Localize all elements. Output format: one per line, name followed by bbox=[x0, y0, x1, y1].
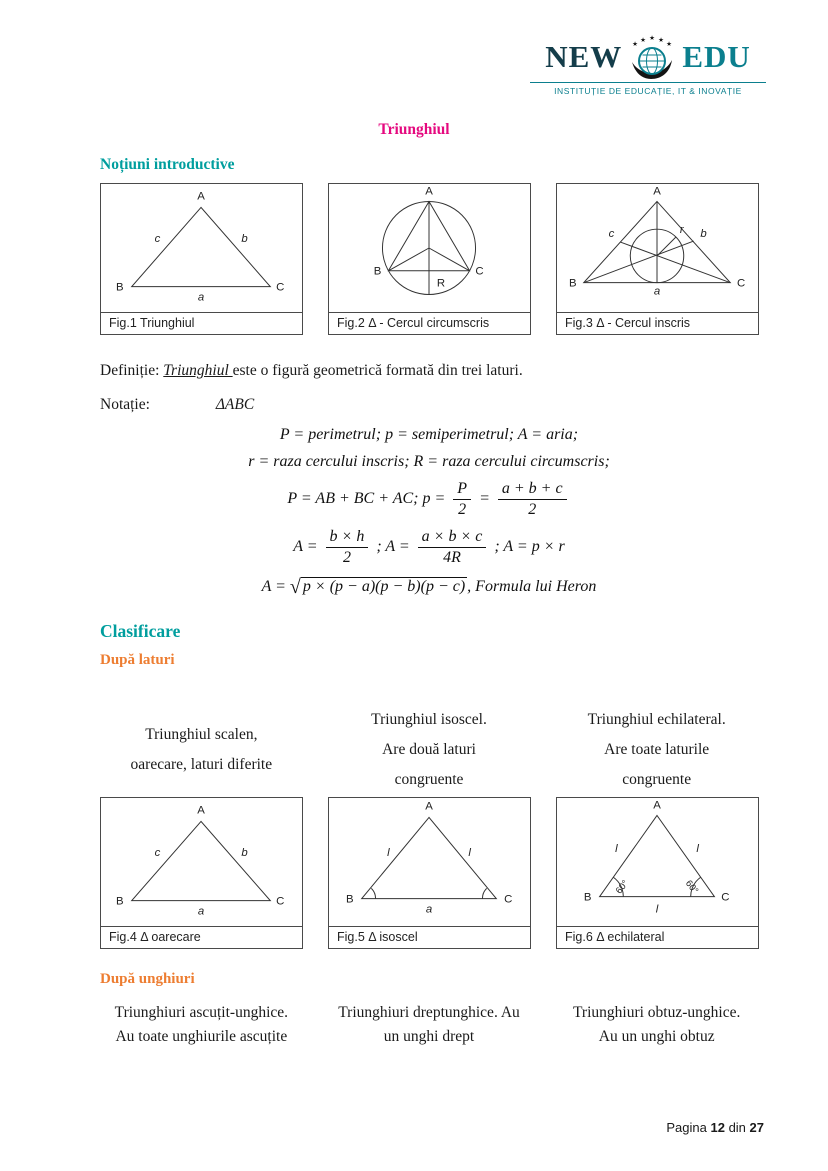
formula-radii-definitions: r = raza cercului inscris; R = raza cercului circumscris; bbox=[248, 453, 610, 470]
definition-line bbox=[100, 362, 523, 380]
vertex-c-label: C bbox=[276, 895, 285, 908]
vertex-a-label: A bbox=[653, 185, 661, 198]
figure-6-echilateral bbox=[556, 797, 759, 949]
equals-sign: = bbox=[479, 490, 490, 508]
vertex-b-label: B bbox=[373, 265, 382, 278]
isosceles-description: Triunghiul isoscel. Are două laturi congruente bbox=[371, 711, 487, 788]
figure-caption: Fig.1 Triunghiul bbox=[101, 312, 302, 334]
notation-label: Notație: bbox=[100, 396, 150, 413]
side-c-label: c bbox=[154, 847, 161, 860]
globe-icon bbox=[627, 34, 677, 80]
angle-60-left-label: 60° bbox=[612, 877, 631, 896]
vertex-c-label: C bbox=[504, 893, 513, 906]
figure-3-cercul-inscris bbox=[556, 183, 759, 335]
vertex-c-label: C bbox=[475, 265, 484, 278]
vertex-b-label: B bbox=[583, 891, 592, 904]
radicand: p × (p − a)(p − b)(p − c) bbox=[302, 578, 466, 595]
vertex-b-label: B bbox=[116, 281, 124, 294]
vertex-b-label: B bbox=[116, 895, 124, 908]
figure-caption: Fig.4 Δ oarecare bbox=[101, 926, 302, 948]
figure-caption: Fig.3 Δ - Cercul inscris bbox=[557, 312, 758, 334]
page-number: Pagina 12 din 27 bbox=[666, 1120, 764, 1135]
fraction: $\frac{a + b + c}{2}$ bbox=[498, 480, 567, 519]
formula-perimeter bbox=[85, 480, 773, 519]
formula-area-sep1: ; A = bbox=[376, 538, 410, 556]
side-a-label: a bbox=[197, 905, 205, 918]
side-l-bottom-label: l bbox=[655, 903, 659, 916]
side-b-label: b bbox=[700, 228, 707, 241]
inradius-r-label: r bbox=[679, 224, 684, 237]
formula-perimeter-pre: P = AB + BC + AC; p = bbox=[287, 490, 446, 508]
side-b-label: b bbox=[241, 233, 248, 246]
svg-text:★: ★ bbox=[666, 41, 673, 48]
formula-definitions: P = perimetrul; p = semiperimetrul; A = aria; bbox=[279, 426, 579, 443]
figure-row-1 bbox=[100, 183, 759, 335]
classification-by-sides bbox=[100, 705, 758, 795]
vertex-a-label: A bbox=[425, 800, 433, 813]
formula-block bbox=[85, 426, 773, 608]
right-description: Triunghiuri dreptunghice. Au un unghi drept bbox=[338, 1004, 520, 1045]
definition-term: Triunghiul bbox=[163, 362, 233, 379]
svg-text:★: ★ bbox=[640, 37, 647, 44]
side-a-label: a bbox=[653, 285, 661, 298]
notation-value: ΔABC bbox=[215, 396, 255, 413]
side-b-label: b bbox=[241, 847, 248, 860]
side-l-left-label: l bbox=[387, 847, 390, 860]
page-title: Triunghiul bbox=[378, 121, 450, 138]
classification-by-angles bbox=[100, 1001, 758, 1049]
side-c-label: c bbox=[154, 233, 161, 246]
svg-text:★: ★ bbox=[632, 41, 639, 48]
figure-5-isoscel bbox=[328, 797, 531, 949]
vertex-c-label: C bbox=[276, 281, 285, 294]
definition-rest: este o figură geometrică formată din trei laturi. bbox=[232, 362, 523, 379]
figure-1-triunghiul bbox=[100, 183, 303, 335]
scalene-description: Triunghiul scalen, oarecare, laturi diferite bbox=[130, 726, 273, 773]
side-l-left-label: l bbox=[615, 843, 618, 856]
subheading-dupa-unghiuri: După unghiuri bbox=[100, 971, 195, 987]
scalene-triangle-diagram bbox=[101, 798, 302, 926]
vertex-a-label: A bbox=[425, 185, 433, 198]
formula-area bbox=[85, 528, 773, 567]
formula-heron-post: , Formula lui Heron bbox=[467, 578, 597, 595]
fraction: $\frac{a \times b \times c}{4R}$ bbox=[418, 528, 487, 567]
notation-line bbox=[100, 396, 254, 414]
side-a-label: a bbox=[425, 903, 433, 916]
vertex-c-label: C bbox=[721, 891, 730, 904]
side-l-right-label: l bbox=[696, 843, 699, 856]
figure-caption: Fig.2 Δ - Cercul circumscris bbox=[329, 312, 530, 334]
formula-area-sep2: ; A = p × r bbox=[494, 538, 565, 556]
equilateral-description: Triunghiul echilateral. Are toate laturile congruente bbox=[587, 711, 726, 788]
vertex-a-label: A bbox=[197, 804, 205, 817]
formula-heron bbox=[85, 576, 773, 599]
figure-row-2 bbox=[100, 797, 759, 949]
logo-row bbox=[530, 34, 766, 80]
side-a-label: a bbox=[197, 291, 205, 304]
subheading-dupa-laturi: După laturi bbox=[100, 652, 175, 668]
formula-area-pre: A = bbox=[293, 538, 318, 556]
section-heading-clasificare: Clasificare bbox=[100, 621, 181, 641]
fraction: $\frac{P}{2}$ bbox=[453, 480, 471, 519]
obtuse-description: Triunghiuri obtuz-unghice. Au un unghi obtuz bbox=[573, 1004, 741, 1045]
side-l-right-label: l bbox=[468, 847, 471, 860]
logo-text-edu: EDU bbox=[682, 39, 751, 74]
angle-60-right-label: 60° bbox=[683, 877, 702, 896]
figure-caption: Fig.6 Δ echilateral bbox=[557, 926, 758, 948]
vertex-b-label: B bbox=[345, 893, 354, 906]
figure-4-oarecare bbox=[100, 797, 303, 949]
figure-caption: Fig.5 Δ isoscel bbox=[329, 926, 530, 948]
fraction: $\frac{b \times h}{2}$ bbox=[326, 528, 369, 567]
isosceles-triangle-diagram bbox=[329, 798, 530, 926]
equilateral-triangle-diagram bbox=[557, 798, 758, 926]
svg-text:★: ★ bbox=[649, 35, 656, 42]
logo bbox=[530, 34, 766, 96]
figure-2-cercul-circumscris bbox=[328, 183, 531, 335]
inscribed-circle-diagram bbox=[557, 184, 758, 312]
definition-label: Definiție: bbox=[100, 362, 164, 379]
formula-heron-pre: A = bbox=[261, 578, 286, 595]
radical-sign: √ bbox=[289, 576, 301, 598]
logo-text-new: NEW bbox=[545, 39, 623, 74]
logo-tagline: INSTITUȚIE DE EDUCAȚIE, IT & INOVAȚIE bbox=[530, 82, 766, 96]
vertex-a-label: A bbox=[653, 799, 661, 812]
vertex-b-label: B bbox=[569, 277, 577, 290]
circumscribed-circle-diagram bbox=[329, 184, 530, 312]
acute-description: Triunghiuri ascuțit-unghice. Au toate unghiurile ascuțite bbox=[114, 1004, 289, 1045]
radius-r-label: R bbox=[436, 277, 446, 290]
vertex-a-label: A bbox=[197, 190, 205, 203]
svg-text:★: ★ bbox=[658, 37, 665, 44]
side-c-label: c bbox=[608, 228, 615, 241]
vertex-c-label: C bbox=[737, 277, 746, 290]
section-heading-notiuni: Noțiuni introductive bbox=[100, 156, 235, 173]
scalene-triangle-diagram bbox=[101, 184, 302, 312]
